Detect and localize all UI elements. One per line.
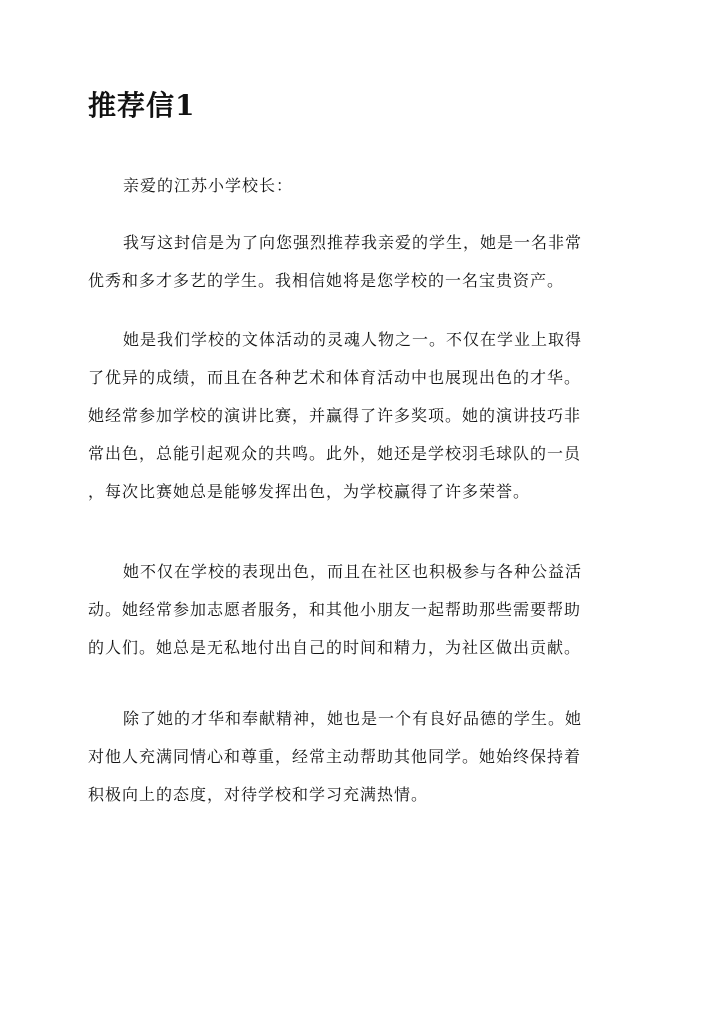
- paragraph-line: 她经常参加学校的演讲比赛，并赢得了许多奖项。她的演讲技巧非: [88, 406, 582, 425]
- paragraph-line: 她是我们学校的文体活动的灵魂人物之一。不仅在学业上取得: [123, 330, 583, 349]
- paragraph-recommendation-intro: [88, 224, 634, 300]
- paragraph-line: 优秀和多才多艺的学生。我相信她将是您学校的一名宝贵资产。: [88, 271, 565, 290]
- paragraph-line: 的人们。她总是无私地付出自己的时间和精力，为社区做出贡献。: [88, 638, 582, 657]
- paragraph-line: 积极向上的态度，对待学校和学习充满热情。: [88, 785, 429, 804]
- paragraph-character: [88, 700, 634, 814]
- paragraph-community: [88, 553, 634, 667]
- paragraph-line: 动。她经常参加志愿者服务，和其他小朋友一起帮助那些需要帮助: [88, 600, 582, 619]
- paragraph-line: ，每次比赛她总是能够发挥出色，为学校赢得了许多荣誉。: [88, 482, 531, 501]
- paragraph-activities: [88, 321, 634, 511]
- paragraph-line: 常出色，总能引起观众的共鸣。此外，她还是学校羽毛球队的一员: [88, 444, 582, 463]
- paragraph-line: 对他人充满同情心和尊重，经常主动帮助其他同学。她始终保持着: [88, 747, 582, 766]
- paragraph-line: 除了她的才华和奉献精神，她也是一个有良好品德的学生。她: [123, 709, 583, 728]
- paragraph-line: 了优异的成绩，而且在各种艺术和体育活动中也展现出色的才华。: [88, 368, 582, 387]
- salutation: 亲爱的江苏小学校长：: [123, 176, 294, 195]
- paragraph-line: 我写这封信是为了向您强烈推荐我亲爱的学生，她是一名非常: [123, 233, 583, 252]
- paragraph-line: 她不仅在学校的表现出色，而且在社区也积极参与各种公益活: [123, 562, 583, 581]
- page-title: 推荐信1: [88, 89, 196, 122]
